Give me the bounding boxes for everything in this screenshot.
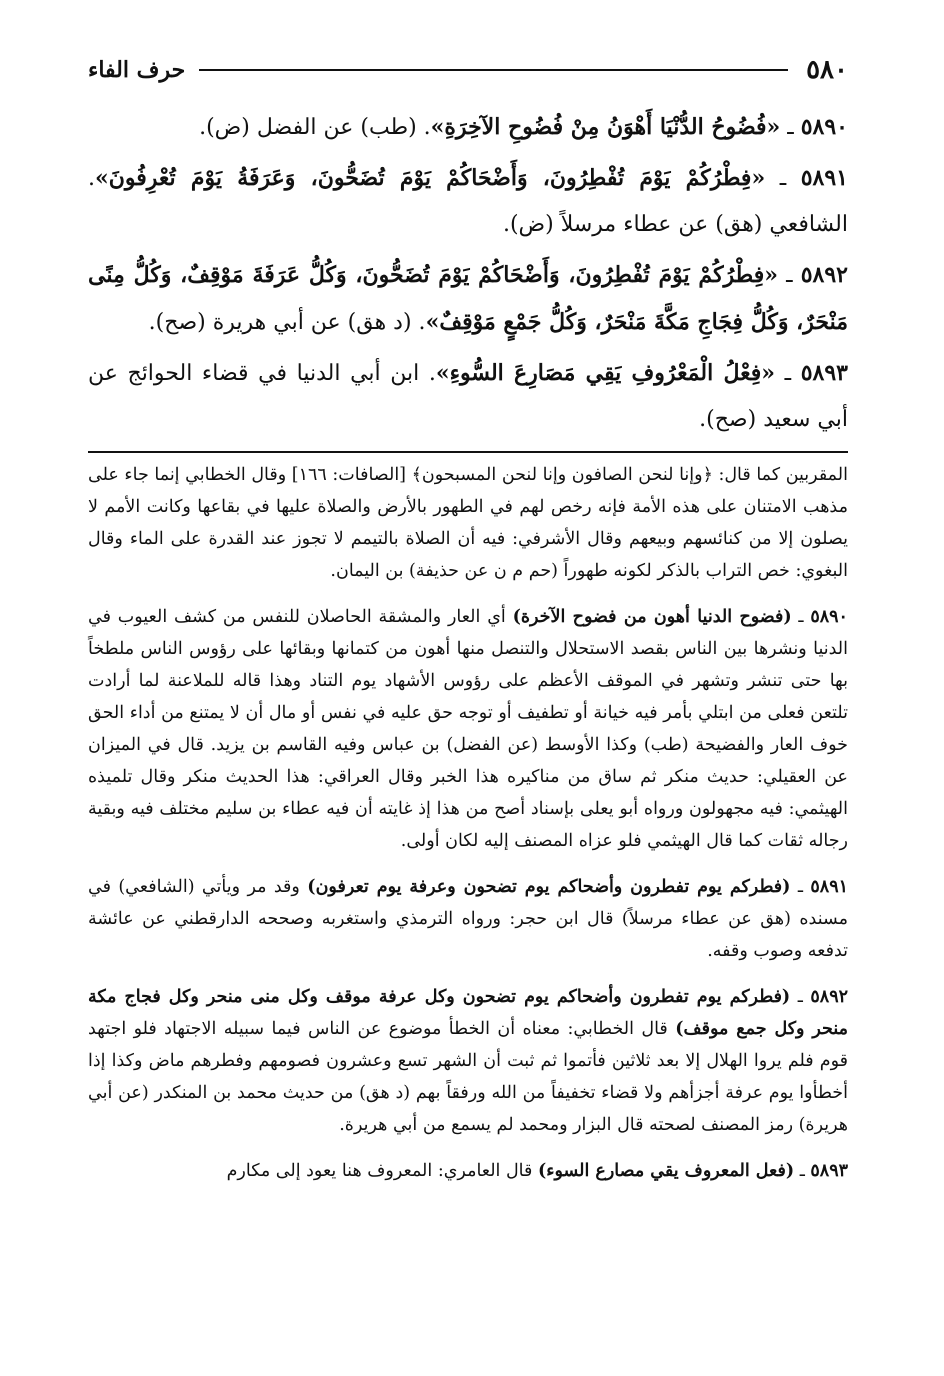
commentary-lemma: (فضوح الدنيا أهون من فضوح الآخرة) bbox=[512, 607, 792, 627]
hadith-source: . (د هق) عن أبي هريرة (صح). bbox=[148, 310, 426, 335]
hadith-text: «فِعْلُ الْمَعْرُوفِ يَقِي مَصَارِعَ السُّوءِ» bbox=[435, 360, 776, 386]
hadith-number: ٥٨٩١ bbox=[800, 165, 848, 191]
commentary-paragraph: ٥٨٩٠ ـ (فضوح الدنيا أهون من فضوح الآخرة) أي العار والمشقة الحاصلان للنفس من كشف العيوب في الدنيا ونشرها بين الناس بقصد الاستحلال والتنصل منها أهون من كتمانها وبقائها على رؤوس الناس ملطخاً بها حتى تنشر وتشهر في الموقف الأعظم على رؤوس الأشهاد يوم التناد وهذا قاله للملاعنة لما أرادت تلتعن فعلى من ابتلي بأمر فيه خيانة أو تطفيف أو توجه حق عليه في نفس أو مال أن لا يمتنع من أداء الحق خوف العار والفضيحة (طب) وكذا الأوسط (عن الفضل) بن عباس وفيه القاسم بن يزيد. قال في الميزان عن العقيلي: حديث منكر ثم ساق من مناكيره هذا الخبر وقال العراقي: هذا الحديث منكر وقال تلميذه الهيثمي: فيه مجهولون ورواه أبو يعلى بإسناد أصح من هذا إذ غايته أن فيه عطاء بن سليم مختلف فيه وبقية رجاله ثقات كما قال الهيثمي فلو عزاه المصنف إليه لكان أولى. bbox=[88, 607, 848, 851]
hadith-entry: ٥٨٩٣ ـ «فِعْلُ الْمَعْرُوفِ يَقِي مَصَارِعَ السُّوءِ». ابن أبي الدنيا في قضاء الحوائج عن أبي سعيد (صح). bbox=[88, 360, 848, 432]
header-rule bbox=[199, 69, 788, 71]
hadith-text: «فُضُوحُ الدُّنْيَا أَهْوَنُ مِنْ فُضُوحِ الآخِرَةِ» bbox=[430, 114, 781, 140]
commentary bbox=[88, 459, 848, 1187]
hadith-text: «فِطْرُكُمْ يَوْمَ تُفْطِرُونَ، وَأَضْحَاكُمْ يَوْمَ تُضَحُّونَ، وَكُلُّ عَرَفَةَ مَوْقِفٌ، وَكُلُّ مِنًى مَنْحَرٌ، وَكُلُّ فِجَاجِ مَكَّةَ مَنْحَرٌ، وَكُلُّ جَمْعٍ مَوْقِفٌ» bbox=[88, 262, 848, 335]
hadith-number: ٥٨٩٠ bbox=[800, 114, 848, 140]
commentary-number: ٥٨٩٣ bbox=[810, 1161, 848, 1181]
hadith-source: . الشافعي (هق) عن عطاء مرسلاً (ض). bbox=[88, 166, 848, 237]
commentary-lemma: (فعل المعروف يقي مصارع السوء) bbox=[537, 1161, 795, 1181]
page-number: ٥٨٠ bbox=[806, 55, 848, 85]
commentary-paragraph bbox=[88, 459, 848, 587]
commentary-lemma: (فطركم يوم تفطرون وأضحاكم يوم تضحون وكل عرفة موقف وكل منى منحر وكل فجاج مكة منحر وكل جمع موقف) bbox=[88, 987, 848, 1039]
commentary-paragraph: ٥٨٩٣ ـ (فعل المعروف يقي مصارع السوء) قال العامري: المعروف هنا يعود إلى مكارم bbox=[226, 1161, 848, 1181]
running-header bbox=[88, 50, 848, 90]
commentary-text: أي العار والمشقة الحاصلان للنفس من كشف العيوب في الدنيا ونشرها بين الناس بقصد الاستحلال والتنصل منها أهون من كتمانها وبقائها على رؤوس الناس ملطخاً بها حتى تنشر وتشهر في الموقف الأعظم على رؤوس الأشهاد يوم التناد وهذا قاله للملاعنة لما أرادت تلتعن فعلى من ابتلي بأمر فيه خيانة أو تطفيف أو توجه حق عليه في نفس أو مال أن لا يمتنع من أداء الحق خوف العار والفضيحة (طب) وكذا الأوسط (عن الفضل) بن عباس وفيه القاسم بن يزيد. قال في الميزان عن العقيلي: حديث منكر ثم ساق من مناكيره هذا الخبر وقال العراقي: هذا الحديث منكر وقال تلميذه الهيثمي: فيه مجهولون ورواه أبو يعلى بإسناد أصح من هذا إذ غايته أن فيه عطاء بن سليم مختلف فيه وبقية رجاله ثقات كما قال الهيثمي فلو عزاه المصنف إليه لكان أولى. bbox=[88, 607, 848, 851]
footnote-rule bbox=[88, 451, 848, 453]
commentary-text: وقد مر ويأتي (الشافعي) في مسنده (هق عن عطاء مرسلاً) قال ابن حجر: ورواه الترمذي واستغربه وصححه الدارقطني عن عائشة تدفعه وصوب وقفه. bbox=[88, 877, 848, 961]
hadith-entry: ٥٨٩٠ ـ «فُضُوحُ الدُّنْيَا أَهْوَنُ مِنْ فُضُوحِ الآخِرَةِ». (طب) عن الفضل (ض). bbox=[199, 114, 848, 140]
page bbox=[88, 50, 848, 1350]
hadith-source: . ابن أبي الدنيا في قضاء الحوائج عن أبي سعيد (صح). bbox=[88, 361, 848, 432]
commentary-number: ٥٨٩٢ bbox=[810, 987, 848, 1007]
hadith-entry: ٥٨٩١ ـ «فِطْرُكُمْ يَوْمَ تُفْطِرُونَ، وَأَضْحَاكُمْ يَوْمَ تُضَحُّونَ، وَعَرَفَةُ يَوْمَ تُعْرِفُونَ». الشافعي (هق) عن عطاء مرسلاً (ض). bbox=[88, 165, 848, 237]
hadith-number: ٥٨٩٣ bbox=[800, 360, 848, 386]
hadith-source: . (طب) عن الفضل (ض). bbox=[199, 115, 431, 140]
commentary-text: قال العامري: المعروف هنا يعود إلى مكارم bbox=[226, 1161, 533, 1181]
hadith-list bbox=[88, 104, 848, 443]
commentary-number: ٥٨٩١ bbox=[810, 877, 849, 897]
commentary-lemma: (فطركم يوم تفطرون وأضحاكم يوم تضحون وعرفة يوم تعرفون) bbox=[307, 877, 791, 897]
hadith-number: ٥٨٩٢ bbox=[800, 262, 848, 288]
hadith-text: «فِطْرُكُمْ يَوْمَ تُفْطِرُونَ، وَأَضْحَاكُمْ يَوْمَ تُضَحُّونَ، وَعَرَفَةُ يَوْمَ تُعْرِفُونَ» bbox=[95, 165, 766, 191]
hadith-entry: ٥٨٩٢ ـ «فِطْرُكُمْ يَوْمَ تُفْطِرُونَ، وَأَضْحَاكُمْ يَوْمَ تُضَحُّونَ، وَكُلُّ عَرَفَةَ مَوْقِفٌ، وَكُلُّ مِنًى مَنْحَرٌ، وَكُلُّ فِجَاجِ مَكَّةَ مَنْحَرٌ، وَكُلُّ جَمْعٍ مَوْقِفٌ». (د هق) عن أبي هريرة (صح). bbox=[88, 262, 848, 335]
commentary-paragraph: ٥٨٩١ ـ (فطركم يوم تفطرون وأضحاكم يوم تضحون وعرفة يوم تعرفون) وقد مر ويأتي (الشافعي) في مسنده (هق عن عطاء مرسلاً) قال ابن حجر: ورواه الترمذي واستغربه وصححه الدارقطني عن عائشة تدفعه وصوب وقفه. bbox=[88, 877, 849, 961]
section-title: حرف الفاء bbox=[88, 57, 186, 83]
commentary-paragraph: ٥٨٩٢ ـ (فطركم يوم تفطرون وأضحاكم يوم تضحون وكل عرفة موقف وكل منى منحر وكل فجاج مكة منحر وكل جمع موقف) قال الخطابي: معناه أن الخطأ موضوع عن الناس فيما سبيله الاجتهاد فلو اجتهد قوم فلم يروا الهلال إلا بعد ثلاثين فأتموا ثم ثبت أن الشهر تسع وعشرون فصومهم وفطرهم ماض وكذا إذا أخطأوا يوم عرفة أجزأهم ولا قضاء تخفيفاً من الله ورفقاً بهم (د هق) من حديث محمد بن المنكدر (عن أبي هريرة) رمز المصنف لصحته قال البزار ومحمد لم يسمع من أبي هريرة. bbox=[88, 987, 848, 1135]
commentary-text: قال الخطابي: معناه أن الخطأ موضوع عن الناس فيما سبيله الاجتهاد فلو اجتهد قوم فلم يروا الهلال إلا بعد ثلاثين فأتموا ثم ثبت أن الشهر تسع وعشرون فصومهم وفطرهم ماض وكذا إذا أخطأوا يوم عرفة أجزأهم ولا قضاء تخفيفاً من الله ورفقاً بهم (د هق) من حديث محمد بن المنكدر (عن أبي هريرة) رمز المصنف لصحته قال البزار ومحمد لم يسمع من أبي هريرة. bbox=[88, 1019, 848, 1135]
commentary-text: المقربين كما قال: ﴿وإنا لنحن الصافون وإنا لنحن المسبحون﴾ [الصافات: ١٦٦] وقال الخطابي إنما جاء على مذهب الامتنان على هذه الأمة فإنه رخص لهم في الطهور بالأرض والصلاة عليها في بقاعها وكانت الأمم لا يصلون إلا من كنائسهم وبيعهم وقال الأشرفي: فيه أن الصلاة بالتيمم لا تجوز عند القدرة على الماء وقال البغوي: خص التراب بالذكر لكونه طهوراً (حم م ن عن حذيفة) بن اليمان. bbox=[88, 465, 848, 581]
commentary-number: ٥٨٩٠ bbox=[810, 607, 848, 627]
